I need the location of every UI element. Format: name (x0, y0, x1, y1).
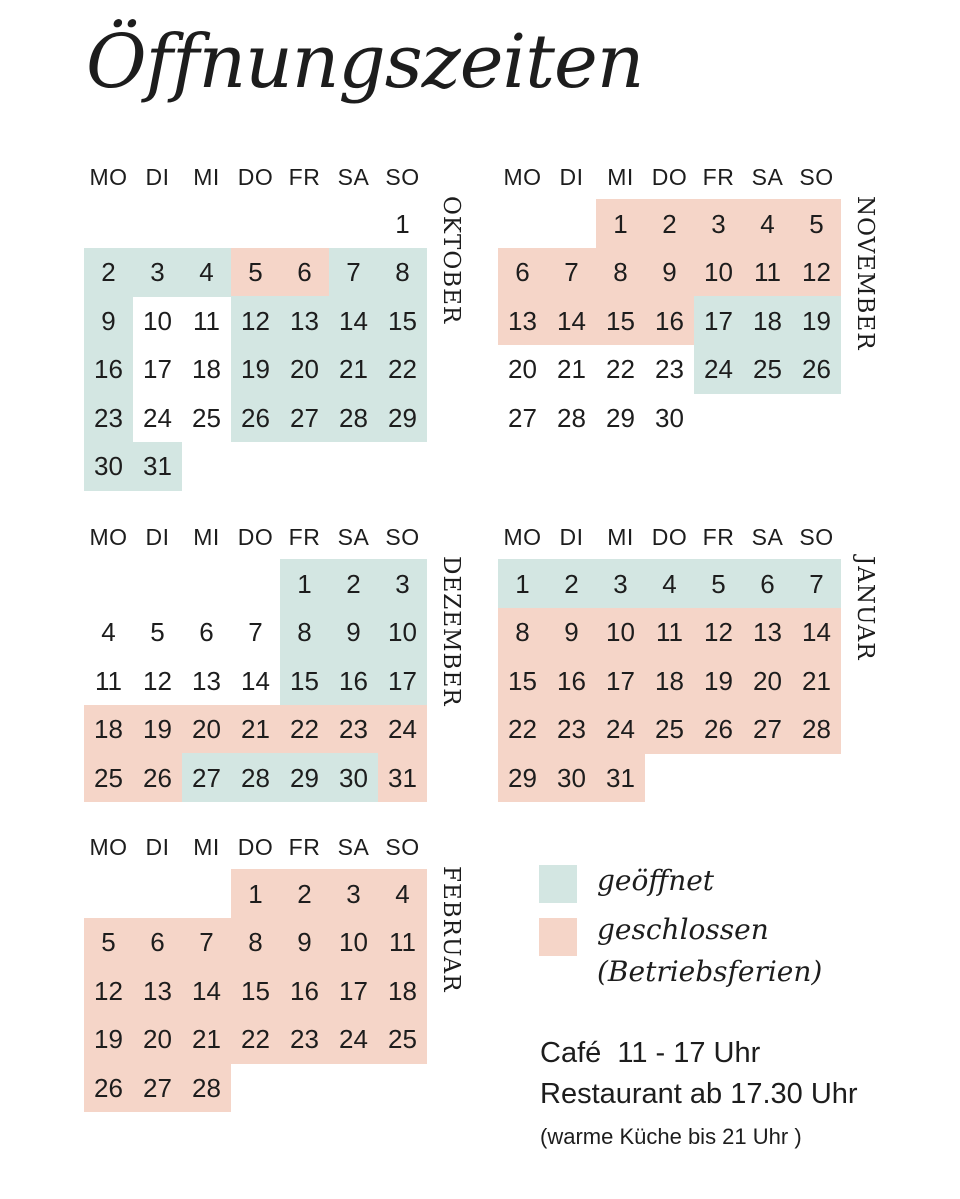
day-cell: 21 (231, 705, 280, 754)
kitchen-hours: (warme Küche bis 21 Uhr ) (540, 1124, 802, 1149)
day-cell: 11 (645, 608, 694, 657)
day-cell: 12 (143, 665, 172, 696)
day-cell: 16 (547, 656, 596, 705)
day-cell: 14 (241, 665, 270, 696)
day-cell: 13 (280, 296, 329, 345)
day-cell: 30 (329, 753, 378, 802)
day-cell: 8 (596, 248, 645, 297)
day-cell: 24 (596, 705, 645, 754)
weekday-header-fr: FR (288, 524, 321, 550)
day-cell: 28 (329, 393, 378, 442)
day-cell: 2 (280, 869, 329, 918)
day-cell: 9 (645, 248, 694, 297)
calendar-november (498, 162, 878, 502)
weekday-header-mo: MO (89, 834, 128, 860)
day-cell: 11 (743, 248, 792, 297)
day-cell: 10 (596, 608, 645, 657)
day-cell: 1 (280, 559, 329, 608)
day-cell: 9 (84, 296, 133, 345)
weekday-header-mo: MO (503, 164, 542, 190)
weekday-header-so: SO (385, 164, 420, 190)
legend-closed-sublabel: (Betriebsferien) (597, 955, 823, 988)
weekday-header-fr: FR (702, 164, 735, 190)
day-cell: 7 (329, 248, 378, 297)
day-cell: 19 (231, 345, 280, 394)
day-cell: 26 (84, 1063, 133, 1112)
day-cell: 23 (280, 1015, 329, 1064)
day-cell: 1 (231, 869, 280, 918)
calendar-january (498, 522, 878, 862)
day-cell: 27 (280, 393, 329, 442)
weekday-header-mi: MI (193, 834, 220, 860)
day-cell: 30 (547, 753, 596, 802)
day-cell: 10 (378, 608, 427, 657)
day-cell: 4 (743, 199, 792, 248)
day-cell: 2 (329, 559, 378, 608)
day-cell: 14 (792, 608, 841, 657)
day-cell: 3 (378, 559, 427, 608)
day-cell: 18 (645, 656, 694, 705)
day-cell: 5 (150, 617, 165, 647)
day-cell: 21 (792, 656, 841, 705)
day-cell: 26 (133, 753, 182, 802)
weekday-header-sa: SA (751, 524, 784, 550)
weekday-header-mi: MI (193, 164, 220, 190)
day-cell: 11 (193, 305, 220, 336)
day-cell: 16 (280, 966, 329, 1015)
day-cell: 3 (329, 869, 378, 918)
weekday-header-di: DI (145, 164, 170, 190)
day-cell: 8 (498, 608, 547, 657)
day-cell: 5 (694, 559, 743, 608)
weekday-header-do: DO (651, 164, 688, 190)
day-cell: 30 (84, 442, 133, 491)
day-cell: 29 (498, 753, 547, 802)
day-cell: 7 (792, 559, 841, 608)
day-cell: 7 (547, 248, 596, 297)
day-cell: 16 (645, 296, 694, 345)
day-cell: 22 (378, 345, 427, 394)
day-cell: 13 (498, 296, 547, 345)
day-cell: 4 (182, 248, 231, 297)
day-cell: 25 (192, 402, 221, 433)
weekday-header-do: DO (237, 834, 274, 860)
day-cell: 1 (395, 208, 410, 239)
restaurant-hours: Restaurant ab 17.30 Uhr (540, 1078, 858, 1110)
day-cell: 17 (596, 656, 645, 705)
day-cell: 28 (182, 1063, 231, 1112)
weekday-header-di: DI (559, 524, 584, 550)
weekday-header-so: SO (799, 164, 834, 190)
day-cell: 20 (182, 705, 231, 754)
day-cell: 25 (378, 1015, 427, 1064)
day-cell: 6 (743, 559, 792, 608)
day-cell: 24 (378, 705, 427, 754)
day-cell: 21 (557, 354, 586, 384)
day-cell: 2 (547, 559, 596, 608)
day-cell: 21 (329, 345, 378, 394)
day-cell: 26 (792, 345, 841, 394)
day-cell: 9 (547, 608, 596, 657)
weekday-header-do: DO (237, 164, 274, 190)
day-cell: 12 (694, 608, 743, 657)
day-cell: 21 (182, 1015, 231, 1064)
day-cell: 29 (378, 393, 427, 442)
day-cell: 22 (280, 705, 329, 754)
day-cell: 10 (694, 248, 743, 297)
day-cell: 14 (547, 296, 596, 345)
page-title: Öffnungszeiten (86, 19, 644, 105)
weekday-header-mi: MI (607, 164, 634, 190)
day-cell: 6 (498, 248, 547, 297)
calendar-february (84, 832, 464, 1172)
day-cell: 31 (596, 753, 645, 802)
day-cell: 10 (329, 918, 378, 967)
day-cell: 6 (133, 918, 182, 967)
day-cell: 1 (498, 559, 547, 608)
weekday-header-do: DO (237, 524, 274, 550)
day-cell: 9 (280, 918, 329, 967)
day-cell: 24 (143, 402, 172, 433)
weekday-header-mi: MI (193, 524, 220, 550)
day-cell: 16 (84, 345, 133, 394)
day-cell: 24 (694, 345, 743, 394)
legend-open-label: geöffnet (597, 864, 715, 897)
day-cell: 8 (280, 608, 329, 657)
weekday-header-mo: MO (89, 524, 128, 550)
weekday-header-mo: MO (503, 524, 542, 550)
day-cell: 22 (606, 354, 635, 384)
day-cell: 22 (498, 705, 547, 754)
day-cell: 27 (133, 1063, 182, 1112)
day-cell: 12 (231, 296, 280, 345)
day-cell: 7 (248, 617, 263, 647)
month-name: DEZEMBER (438, 556, 464, 707)
day-cell: 17 (378, 656, 427, 705)
day-cell: 29 (606, 402, 635, 433)
day-cell: 4 (378, 869, 427, 918)
day-cell: 5 (84, 918, 133, 967)
day-cell: 28 (792, 705, 841, 754)
legend-closed-label: geschlossen (597, 913, 769, 946)
day-cell: 12 (84, 966, 133, 1015)
day-cell: 27 (508, 402, 537, 433)
month-name: FEBRUAR (438, 866, 464, 993)
day-cell: 13 (133, 966, 182, 1015)
day-cell: 20 (508, 354, 537, 384)
day-cell: 31 (133, 442, 182, 491)
day-cell: 4 (101, 617, 116, 647)
day-cell: 4 (645, 559, 694, 608)
day-cell: 11 (95, 665, 122, 696)
day-cell: 20 (280, 345, 329, 394)
day-cell: 28 (557, 402, 586, 433)
day-cell: 18 (192, 354, 221, 384)
weekday-header-fr: FR (288, 164, 321, 190)
day-cell: 26 (231, 393, 280, 442)
day-cell: 17 (329, 966, 378, 1015)
day-cell: 23 (329, 705, 378, 754)
weekday-header-di: DI (145, 834, 170, 860)
day-cell: 22 (231, 1015, 280, 1064)
day-cell: 31 (378, 753, 427, 802)
weekday-header-so: SO (385, 834, 420, 860)
day-cell: 23 (547, 705, 596, 754)
day-cell: 15 (378, 296, 427, 345)
day-cell: 8 (231, 918, 280, 967)
legend-closed-swatch (539, 918, 577, 956)
day-cell: 25 (645, 705, 694, 754)
day-cell: 23 (655, 354, 684, 384)
day-cell: 15 (498, 656, 547, 705)
day-cell: 16 (329, 656, 378, 705)
day-cell: 19 (133, 705, 182, 754)
month-name: OKTOBER (438, 196, 464, 325)
day-cell: 5 (792, 199, 841, 248)
day-cell: 18 (743, 296, 792, 345)
day-cell: 20 (743, 656, 792, 705)
day-cell: 7 (182, 918, 231, 967)
day-cell: 23 (84, 393, 133, 442)
weekday-header-sa: SA (337, 834, 370, 860)
day-cell: 18 (84, 705, 133, 754)
weekday-header-so: SO (799, 524, 834, 550)
legend-open-swatch (539, 865, 577, 903)
day-cell: 25 (743, 345, 792, 394)
day-cell: 28 (231, 753, 280, 802)
day-cell: 19 (84, 1015, 133, 1064)
day-cell: 17 (694, 296, 743, 345)
weekday-header-sa: SA (751, 164, 784, 190)
day-cell: 14 (329, 296, 378, 345)
day-cell: 11 (378, 918, 427, 967)
weekday-header-di: DI (145, 524, 170, 550)
day-cell: 25 (84, 753, 133, 802)
day-cell: 19 (694, 656, 743, 705)
day-cell: 5 (231, 248, 280, 297)
weekday-header-fr: FR (702, 524, 735, 550)
day-cell: 2 (645, 199, 694, 248)
day-cell: 6 (280, 248, 329, 297)
day-cell: 12 (792, 248, 841, 297)
day-cell: 2 (84, 248, 133, 297)
weekday-header-sa: SA (337, 164, 370, 190)
day-cell: 20 (133, 1015, 182, 1064)
month-name: NOVEMBER (852, 196, 878, 351)
day-cell: 6 (199, 617, 214, 647)
day-cell: 3 (694, 199, 743, 248)
day-cell: 15 (280, 656, 329, 705)
day-cell: 27 (743, 705, 792, 754)
day-cell: 13 (743, 608, 792, 657)
day-cell: 9 (329, 608, 378, 657)
day-cell: 14 (182, 966, 231, 1015)
weekday-header-mo: MO (89, 164, 128, 190)
day-cell: 10 (143, 305, 172, 336)
day-cell: 24 (329, 1015, 378, 1064)
day-cell: 15 (231, 966, 280, 1015)
calendar-december (84, 522, 464, 862)
day-cell: 15 (596, 296, 645, 345)
cafe-hours: Café 11 - 17 Uhr (540, 1037, 761, 1069)
day-cell: 13 (192, 665, 221, 696)
month-name: JANUAR (852, 556, 878, 661)
weekday-header-fr: FR (288, 834, 321, 860)
weekday-header-mi: MI (607, 524, 634, 550)
weekday-header-di: DI (559, 164, 584, 190)
calendar-october (84, 162, 464, 502)
weekday-header-do: DO (651, 524, 688, 550)
day-cell: 3 (596, 559, 645, 608)
day-cell: 18 (378, 966, 427, 1015)
day-cell: 19 (792, 296, 841, 345)
day-cell: 3 (133, 248, 182, 297)
weekday-header-sa: SA (337, 524, 370, 550)
day-cell: 17 (143, 354, 172, 384)
day-cell: 30 (655, 402, 684, 433)
day-cell: 1 (596, 199, 645, 248)
day-cell: 27 (182, 753, 231, 802)
weekday-header-so: SO (385, 524, 420, 550)
day-cell: 26 (694, 705, 743, 754)
day-cell: 8 (378, 248, 427, 297)
day-cell: 29 (280, 753, 329, 802)
